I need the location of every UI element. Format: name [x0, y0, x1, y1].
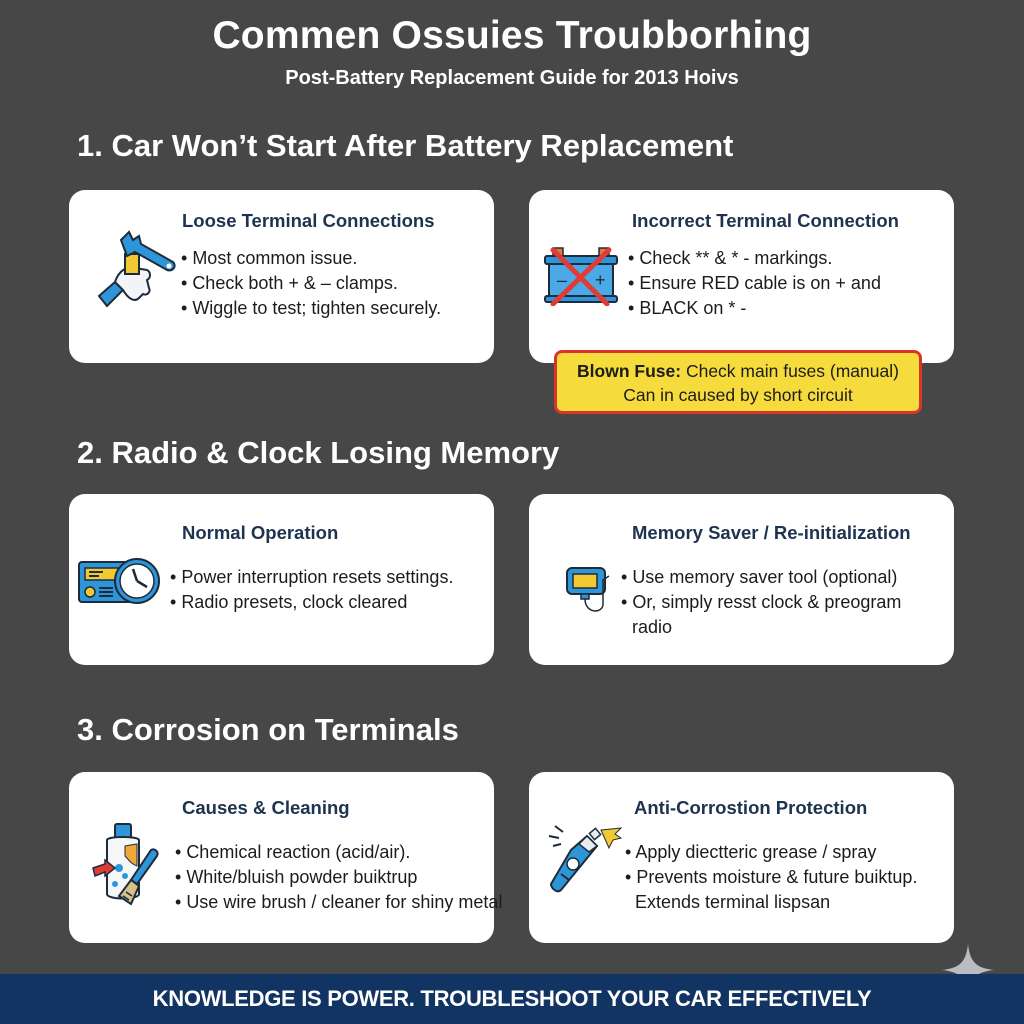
card-title: Loose Terminal Connections [182, 210, 435, 231]
bullet-item: • Most common issue. [181, 246, 441, 271]
card-incorrect-terminal [529, 190, 954, 363]
card-bullets [181, 246, 441, 321]
bullet-item-continuation: Extends terminal lispsan [635, 892, 831, 912]
card-anti-corrosion [529, 772, 954, 943]
blown-fuse-callout [554, 350, 922, 414]
bullet-item: • Apply diectteric grease / spray [625, 840, 917, 865]
bullet-item: • White/bluish powder buiktrup [175, 865, 502, 890]
bullet-item: • Prevents moisture & future buiktup. [625, 865, 917, 890]
cleaner-bottle-brush-icon [91, 820, 163, 917]
callout-label: Blown Fuse: [577, 361, 682, 381]
bullet-item: • Wiggle to test; tighten securely. [181, 296, 441, 321]
page-subtitle: Post-Battery Replacement Guide for 2013 Hoivs [285, 67, 739, 89]
card-title: Normal Operation [182, 522, 339, 543]
card-title: Causes & Cleaning [182, 797, 350, 818]
footer-banner: KNOWLEDGE IS POWER. TROUBLESHOOT YOUR CAR EFFECTIVELY [0, 974, 1024, 1024]
card-title: Anti-Corrostion Protection [634, 797, 868, 818]
bullet-item: • Use wire brush / cleaner for shiny metal [175, 890, 502, 915]
card-bullets [170, 565, 453, 615]
card-bullets [175, 840, 502, 915]
bullet-item: • Power interruption resets settings. [170, 565, 453, 590]
spray-can-icon [543, 822, 625, 901]
card-bullets [628, 246, 881, 321]
svg-text:+: + [595, 270, 606, 290]
card-causes-cleaning [69, 772, 503, 943]
bullet-item: • BLACK on * - [628, 296, 881, 321]
memory-saver-device-icon [565, 566, 613, 623]
card-loose-terminal [69, 190, 494, 363]
radio-clock-icon [77, 556, 161, 611]
battery-crossed-icon [543, 246, 619, 311]
section-heading-3: 3. Corrosion on Terminals [77, 712, 459, 747]
bullet-item: • Chemical reaction (acid/air). [175, 840, 502, 865]
card-normal-operation [69, 494, 494, 665]
hand-wrench-icon [81, 218, 181, 323]
card-title: Incorrect Terminal Connection [632, 210, 899, 231]
callout-line-1 [557, 359, 919, 383]
callout-line-2: Can in caused by short circuit [623, 385, 853, 405]
section-heading-1: 1. Car Won’t Start After Battery Replacement [77, 128, 734, 163]
bullet-item: • Use memory saver tool (optional) [621, 565, 901, 590]
card-bullets [621, 565, 901, 640]
card-bullets [625, 840, 917, 915]
card-title: Memory Saver / Re-initialization [632, 522, 911, 543]
page-title: Commen Ossuies Troubborhing [212, 14, 812, 57]
bullet-item: • Check ** & * - markings. [628, 246, 881, 271]
bullet-item-continuation: radio [632, 617, 673, 637]
card-memory-saver [529, 494, 954, 665]
bullet-item: • Ensure RED cable is on + and [628, 271, 881, 296]
bullet-item: • Or, simply resst clock & preogram [621, 590, 901, 615]
callout-text: Check main fuses (manual) [685, 361, 899, 381]
section-heading-2: 2. Radio & Clock Losing Memory [77, 435, 560, 470]
bullet-item: • Check both + & – clamps. [181, 271, 441, 296]
svg-text:–: – [557, 270, 568, 290]
bullet-item: • Radio presets, clock cleared [170, 590, 453, 615]
